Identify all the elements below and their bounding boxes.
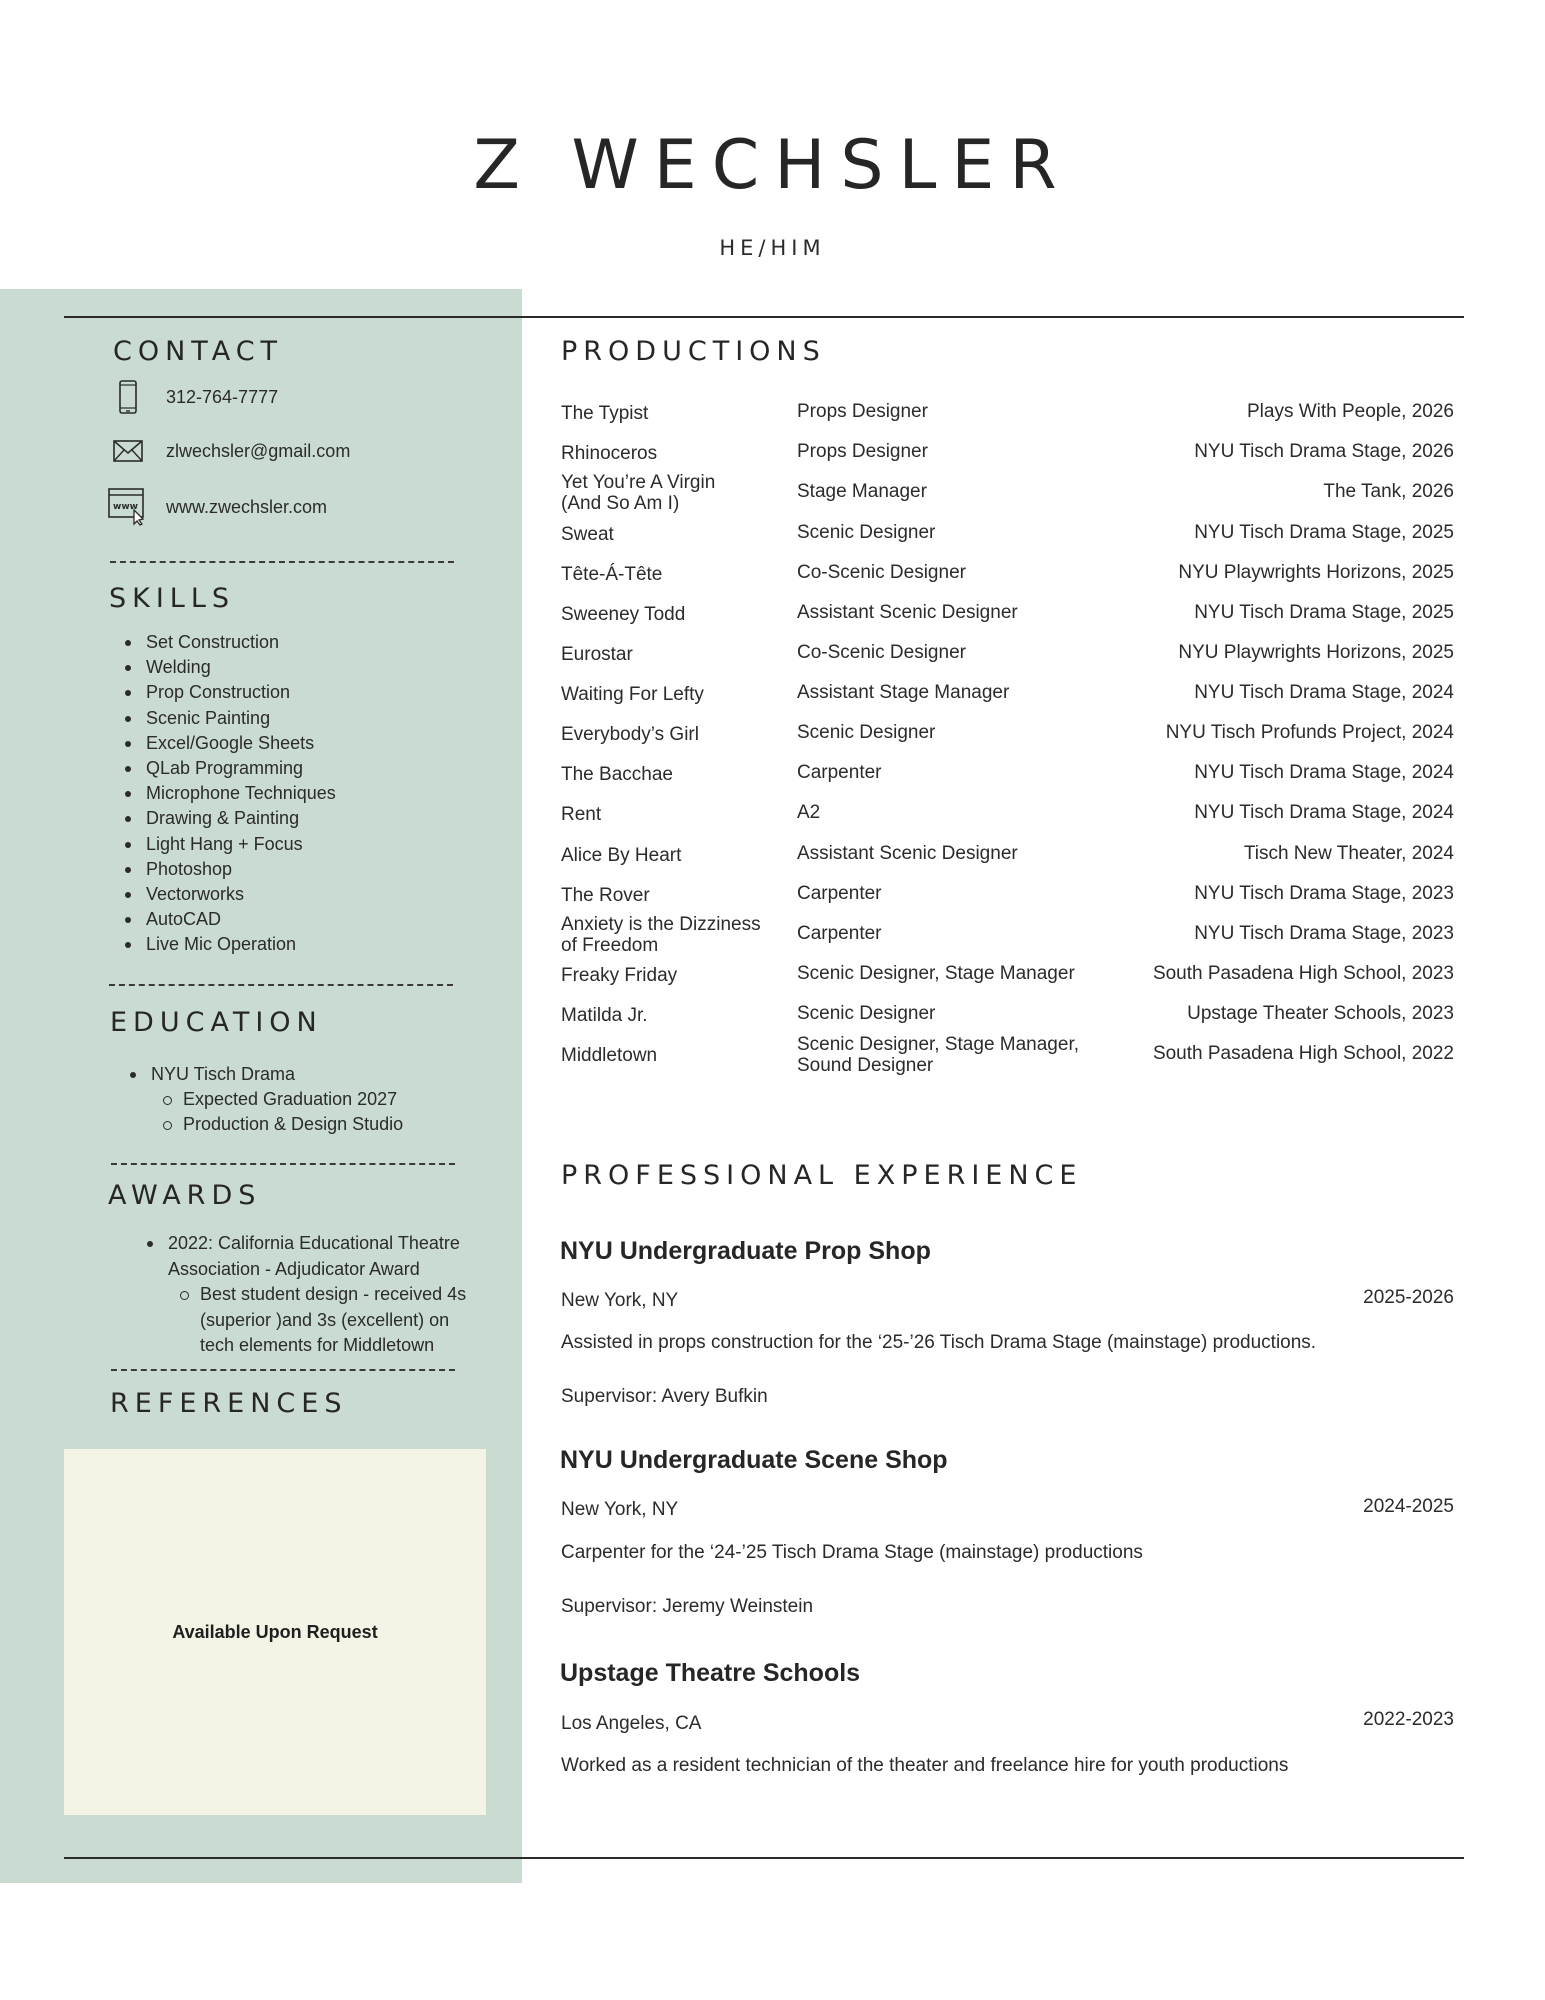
top-divider [64,316,1464,318]
job-location: New York, NY [561,1499,679,1520]
mail-icon [108,433,148,469]
education-detail: Production & Design Studio [183,1112,403,1137]
award-detail-line: tech elements for Middletown [200,1335,435,1355]
production-row [561,401,1454,441]
job-title: NYU Undergraduate Scene Shop [560,1446,948,1474]
award-detail-line: (superior )and 3s (excellent) on [200,1309,450,1330]
skill-item: Excel/Google Sheets [146,731,336,756]
production-title: The Rover [561,885,650,906]
skill-item: Live Mic Operation [146,932,336,957]
production-venue: Upstage Theater Schools, 2023 [1187,1003,1454,1024]
production-role: Scenic Designer [797,722,936,743]
production-role: Scenic Designer [797,522,936,543]
references-box [64,1449,486,1815]
production-title: The Typist [561,403,649,424]
production-title: Anxiety is the Dizziness of Freedom [561,914,761,956]
production-role: Co-Scenic Designer [797,642,966,663]
resume-name: Z WECHSLER [473,126,1072,205]
job-location: New York, NY [561,1290,679,1311]
job-description: Worked as a resident technician of the theater and freelance hire for youth productions [561,1755,1289,1776]
skill-item: Photoshop [146,857,336,882]
production-role: Carpenter [797,762,882,783]
skill-item: Vectorworks [146,882,336,907]
award-detail [200,1282,488,1359]
skill-item: Drawing & Painting [146,806,336,831]
production-row [561,562,1454,602]
production-title: Middletown [561,1045,658,1066]
dashed-divider [111,1163,455,1165]
dashed-divider [109,984,453,986]
dashed-divider [110,561,454,563]
references-heading: REFERENCES [110,1388,348,1419]
awards-list [168,1231,488,1359]
production-venue: South Pasadena High School, 2023 [1152,963,1454,984]
production-row [561,682,1454,722]
production-role: Assistant Scenic Designer [797,843,1018,864]
production-role: Carpenter [797,923,882,944]
job-location: Los Angeles, CA [561,1713,702,1734]
education-detail: Expected Graduation 2027 [183,1087,403,1112]
pronouns: HE/HIM [719,236,826,260]
production-title: Yet You’re A Virgin (And So Am I) [561,472,716,514]
experience-heading: PROFESSIONAL EXPERIENCE [561,1160,1083,1191]
production-venue: NYU Tisch Drama Stage, 2024 [1194,762,1454,783]
production-venue: NYU Playwrights Horizons, 2025 [1178,562,1454,583]
production-title: Rhinoceros [561,443,658,464]
production-row [561,762,1454,802]
production-row [561,843,1454,883]
production-title: Matilda Jr. [561,1005,648,1026]
production-role: Props Designer [797,441,928,462]
production-role: Scenic Designer [797,1003,936,1024]
job-title: NYU Undergraduate Prop Shop [560,1237,931,1265]
production-row [561,642,1454,682]
skills-heading: SKILLS [109,583,236,614]
production-role: Props Designer [797,401,928,422]
production-title: Eurostar [561,644,633,665]
production-row [561,963,1454,1003]
production-role: Assistant Scenic Designer [797,602,1018,623]
website-row [108,489,327,525]
production-role: A2 [797,802,821,823]
job-dates: 2025-2026 [1363,1287,1454,1308]
education-list [151,1062,403,1137]
skills-list [146,630,336,958]
svg-text:www: www [113,502,138,512]
production-venue: The Tank, 2026 [1323,481,1454,502]
production-title: The Bacchae [561,764,673,785]
production-role: Carpenter [797,883,882,904]
production-venue: NYU Tisch Drama Stage, 2026 [1194,441,1454,462]
production-title: Freaky Friday [561,965,678,986]
production-venue: Plays With People, 2026 [1246,401,1454,422]
production-venue: NYU Tisch Drama Stage, 2025 [1194,602,1454,623]
dashed-divider [111,1369,455,1371]
job-description: Assisted in props construction for the ‘25-’26 Tisch Drama Stage (mainstage) productions. [561,1332,1317,1353]
skill-item: Prop Construction [146,680,336,705]
email-link[interactable]: zlwechsler@gmail.com [166,440,351,461]
production-row [561,802,1454,842]
awards-heading: AWARDS [108,1180,262,1211]
production-venue: NYU Tisch Profunds Project, 2024 [1165,722,1454,743]
production-title: Sweat [561,524,614,545]
production-row [561,522,1454,562]
production-role: Scenic Designer, Stage Manager, Sound Designer [797,1034,1080,1076]
education-heading: EDUCATION [110,1007,323,1038]
production-role: Co-Scenic Designer [797,562,966,583]
phone-icon [108,379,148,415]
production-venue: South Pasadena High School, 2022 [1152,1043,1454,1064]
production-venue: NYU Tisch Drama Stage, 2024 [1194,802,1454,823]
production-title: Sweeney Todd [561,604,686,625]
award-detail-line: Best student design - received 4s [200,1284,467,1304]
skill-item: Welding [146,655,336,680]
website-link[interactable]: www.zwechsler.com [166,496,328,517]
production-row [561,914,1454,963]
production-row [561,722,1454,762]
web-icon [108,489,148,525]
skill-item: AutoCAD [146,907,336,932]
references-text: Available Upon Request [172,1621,378,1642]
skill-item: Light Hang + Focus [146,832,336,857]
production-title: Alice By Heart [561,845,682,866]
email-row [108,433,350,469]
production-row [561,1034,1454,1083]
job-dates: 2022-2023 [1363,1709,1454,1730]
production-row [561,472,1454,521]
skill-item: Scenic Painting [146,706,336,731]
production-venue: NYU Tisch Drama Stage, 2023 [1194,923,1454,944]
production-venue: Tisch New Theater, 2024 [1243,843,1454,864]
phone-row [108,379,278,415]
award-line: Association - Adjudicator Award [168,1258,420,1279]
production-venue: NYU Playwrights Horizons, 2025 [1178,642,1454,663]
production-title: Waiting For Lefty [561,684,704,705]
education-school: NYU Tisch Drama [151,1062,403,1087]
production-venue: NYU Tisch Drama Stage, 2024 [1194,682,1454,703]
production-venue: NYU Tisch Drama Stage, 2023 [1194,883,1454,904]
job-description: Carpenter for the ‘24-’25 Tisch Drama Stage (mainstage) productions [561,1542,1143,1563]
production-title: Tête-Á-Tête [561,564,663,585]
bottom-divider [64,1857,1464,1859]
production-role: Scenic Designer, Stage Manager [797,963,1075,984]
job-dates: 2024-2025 [1363,1496,1454,1517]
production-title: Everybody’s Girl [561,724,699,745]
contact-heading: CONTACT [113,336,284,367]
skill-item: Set Construction [146,630,336,655]
production-role: Assistant Stage Manager [797,682,1010,703]
award-item [168,1231,488,1282]
phone-text: 312-764-7777 [166,386,279,407]
job-supervisor: Supervisor: Jeremy Weinstein [561,1596,814,1617]
job-supervisor: Supervisor: Avery Bufkin [561,1386,768,1407]
production-role: Stage Manager [797,481,927,502]
skill-item: QLab Programming [146,756,336,781]
productions-heading: PRODUCTIONS [561,336,826,367]
production-title: Rent [561,804,602,825]
skill-item: Microphone Techniques [146,781,336,806]
award-line: 2022: California Educational Theatre [168,1233,460,1253]
job-title: Upstage Theatre Schools [560,1659,861,1687]
production-row [561,602,1454,642]
production-venue: NYU Tisch Drama Stage, 2025 [1194,522,1454,543]
